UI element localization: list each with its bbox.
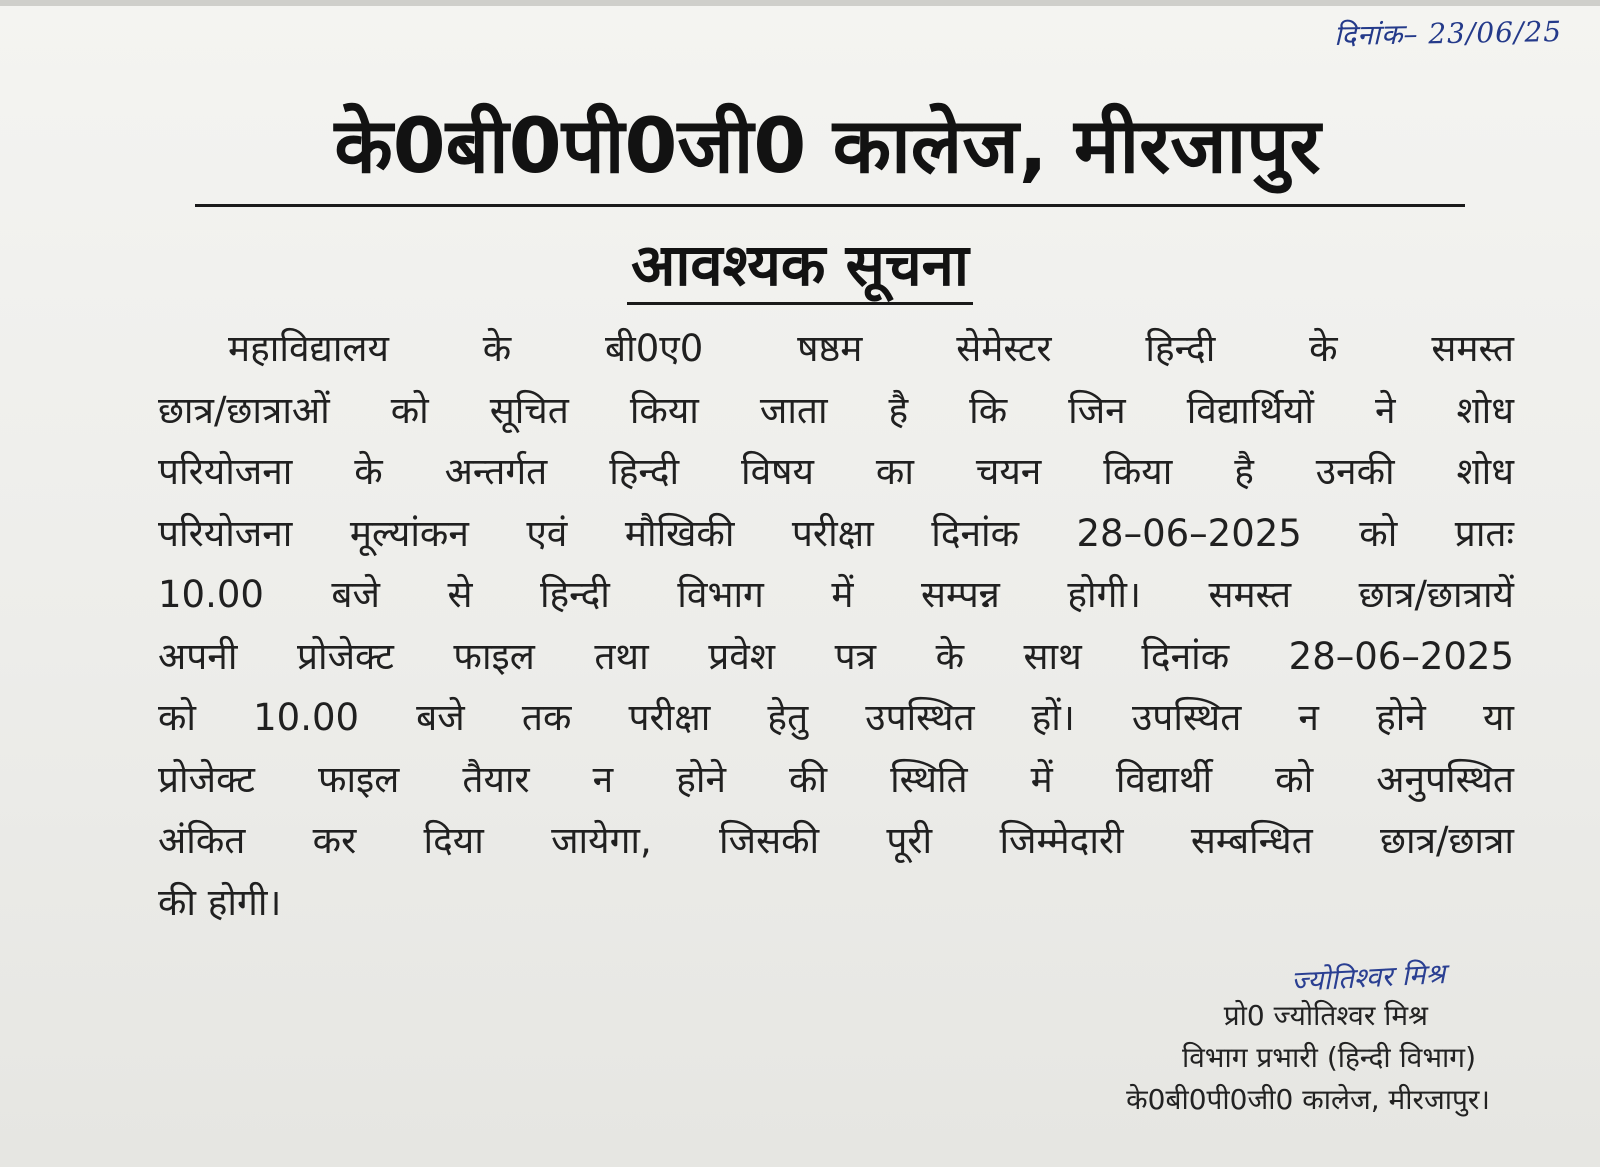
notice-heading-text: आवश्यक सूचना — [627, 230, 973, 305]
signatory-name: प्रो0 ज्योतिश्वर मिश्र — [1223, 999, 1428, 1032]
notice-body — [158, 318, 1514, 933]
body-line: की होगी। — [158, 880, 282, 924]
body-line: अंकित कर दिया जायेगा, जिसकी पूरी जिम्मेदारी सम्बन्धित छात्र/छात्रा — [158, 819, 1514, 862]
body-line: परियोजना के अन्तर्गत हिन्दी विषय का चयन किया है उनकी शोध — [158, 450, 1514, 493]
signatory-block — [930, 995, 1490, 1121]
paper-top-edge — [0, 0, 1600, 6]
title-underline — [195, 204, 1465, 207]
signatory-designation: विभाग प्रभारी (हिन्दी विभाग) — [1181, 1041, 1476, 1074]
body-line: अपनी प्रोजेक्ट फाइल तथा प्रवेश पत्र के साथ दिनांक 28–06–2025 — [158, 634, 1514, 678]
body-line: छात्र/छात्राओं को सूचित किया जाता है कि जिन विद्यार्थियों ने शोध — [158, 388, 1514, 432]
body-line: 10.00 बजे से हिन्दी विभाग में सम्पन्न होगी। समस्त छात्र/छात्रायें — [158, 573, 1514, 616]
signatory-institution: के0बी0पी0जी0 कालेज, मीरजापुर। — [1126, 1083, 1490, 1116]
body-line: महाविद्यालय के बी0ए0 षष्ठम सेमेस्टर हिन्दी के समस्त — [228, 327, 1514, 370]
college-title: के0बी0पी0जी0 कालेज, मीरजापुर — [334, 101, 1321, 190]
handwritten-date: दिनांक– 23/06/25 — [1333, 15, 1563, 52]
body-line: परियोजना मूल्यांकन एवं मौखिकी परीक्षा दिनांक 28–06–2025 को प्रातः — [158, 511, 1514, 555]
notice-heading — [0, 230, 1600, 305]
handwritten-signature: ज्योतिश्वर मिश्र — [1289, 956, 1446, 999]
body-line: प्रोजेक्ट फाइल तैयार न होने की स्थिति में विद्यार्थी को अनुपस्थित — [158, 757, 1514, 801]
body-line: को 10.00 बजे तक परीक्षा हेतु उपस्थित हों। उपस्थित न होने या — [158, 696, 1514, 739]
